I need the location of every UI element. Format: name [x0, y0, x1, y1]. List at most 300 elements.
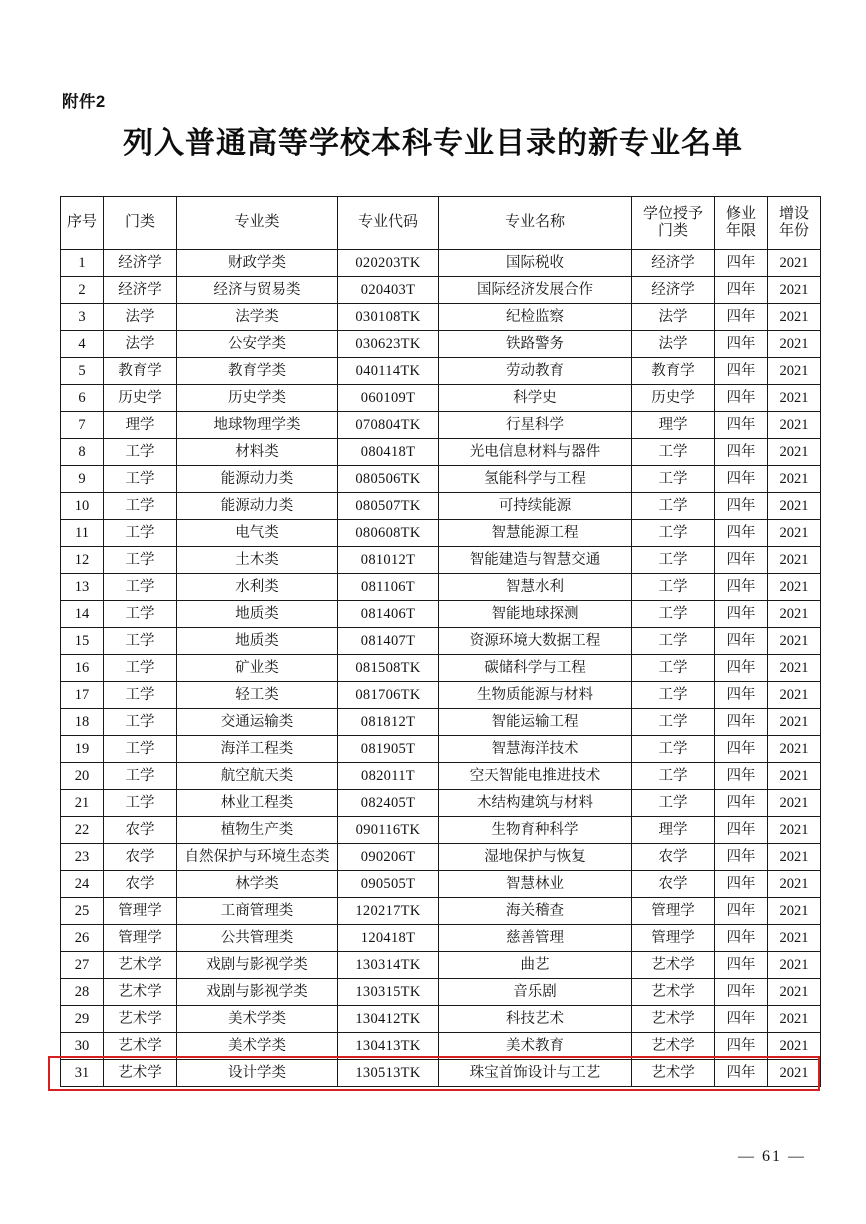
cell-degree-category: 艺术学 [632, 1006, 715, 1033]
table-row [61, 277, 821, 304]
cell-seq: 1 [61, 250, 104, 277]
cell-major-name: 行星科学 [439, 412, 632, 439]
cell-category: 农学 [104, 844, 177, 871]
cell-added-year: 2021 [768, 979, 821, 1006]
cell-added-year: 2021 [768, 385, 821, 412]
cell-major-code: 020403T [338, 277, 439, 304]
cell-seq: 2 [61, 277, 104, 304]
cell-major-code: 130315TK [338, 979, 439, 1006]
table-row [61, 1033, 821, 1060]
cell-seq: 30 [61, 1033, 104, 1060]
cell-added-year: 2021 [768, 763, 821, 790]
cell-seq: 5 [61, 358, 104, 385]
cell-category: 农学 [104, 871, 177, 898]
cell-major-name: 木结构建筑与材料 [439, 790, 632, 817]
cell-category: 艺术学 [104, 952, 177, 979]
majors-table-container [60, 196, 808, 1087]
cell-study-years: 四年 [715, 277, 768, 304]
cell-study-years: 四年 [715, 466, 768, 493]
cell-degree-category: 工学 [632, 682, 715, 709]
cell-major-code: 081905T [338, 736, 439, 763]
cell-major-class: 植物生产类 [177, 817, 338, 844]
cell-major-class: 法学类 [177, 304, 338, 331]
attachment-label: 附件2 [62, 93, 106, 111]
cell-degree-category: 理学 [632, 817, 715, 844]
cell-study-years: 四年 [715, 844, 768, 871]
cell-major-class: 戏剧与影视学类 [177, 952, 338, 979]
cell-study-years: 四年 [715, 1006, 768, 1033]
table-row [61, 655, 821, 682]
header-years-line1: 修业 [725, 205, 756, 222]
cell-seq: 7 [61, 412, 104, 439]
cell-added-year: 2021 [768, 736, 821, 763]
cell-study-years: 四年 [715, 250, 768, 277]
cell-category: 工学 [104, 547, 177, 574]
cell-major-class: 林学类 [177, 871, 338, 898]
cell-major-name: 智能地球探测 [439, 601, 632, 628]
cell-major-name: 湿地保护与恢复 [439, 844, 632, 871]
cell-major-code: 081106T [338, 574, 439, 601]
table-row [61, 358, 821, 385]
cell-major-name: 珠宝首饰设计与工艺 [439, 1060, 632, 1087]
cell-degree-category: 管理学 [632, 925, 715, 952]
cell-major-class: 电气类 [177, 520, 338, 547]
cell-major-class: 财政学类 [177, 250, 338, 277]
cell-category: 历史学 [104, 385, 177, 412]
cell-seq: 23 [61, 844, 104, 871]
table-row [61, 790, 821, 817]
table-row [61, 979, 821, 1006]
cell-degree-category: 工学 [632, 628, 715, 655]
cell-major-name: 纪检监察 [439, 304, 632, 331]
cell-major-class: 航空航天类 [177, 763, 338, 790]
cell-added-year: 2021 [768, 709, 821, 736]
cell-added-year: 2021 [768, 574, 821, 601]
cell-major-code: 130413TK [338, 1033, 439, 1060]
cell-study-years: 四年 [715, 385, 768, 412]
cell-degree-category: 经济学 [632, 250, 715, 277]
cell-degree-category: 农学 [632, 844, 715, 871]
cell-category: 法学 [104, 304, 177, 331]
cell-seq: 20 [61, 763, 104, 790]
cell-major-code: 081508TK [338, 655, 439, 682]
cell-added-year: 2021 [768, 358, 821, 385]
cell-study-years: 四年 [715, 493, 768, 520]
cell-major-name: 国际税收 [439, 250, 632, 277]
cell-added-year: 2021 [768, 1033, 821, 1060]
cell-added-year: 2021 [768, 817, 821, 844]
cell-seq: 27 [61, 952, 104, 979]
cell-major-class: 能源动力类 [177, 466, 338, 493]
cell-major-name: 美术教育 [439, 1033, 632, 1060]
table-row [61, 1060, 821, 1087]
cell-study-years: 四年 [715, 520, 768, 547]
cell-major-code: 040114TK [338, 358, 439, 385]
cell-major-class: 戏剧与影视学类 [177, 979, 338, 1006]
cell-added-year: 2021 [768, 844, 821, 871]
cell-major-code: 030108TK [338, 304, 439, 331]
cell-major-code: 080418T [338, 439, 439, 466]
cell-major-code: 020203TK [338, 250, 439, 277]
cell-study-years: 四年 [715, 925, 768, 952]
cell-category: 工学 [104, 790, 177, 817]
table-row [61, 520, 821, 547]
table-row [61, 1006, 821, 1033]
cell-major-class: 公安学类 [177, 331, 338, 358]
cell-seq: 21 [61, 790, 104, 817]
cell-added-year: 2021 [768, 304, 821, 331]
table-row [61, 709, 821, 736]
cell-major-class: 教育学类 [177, 358, 338, 385]
cell-category: 工学 [104, 628, 177, 655]
cell-seq: 18 [61, 709, 104, 736]
cell-major-name: 光电信息材料与器件 [439, 439, 632, 466]
header-degree-category [632, 197, 715, 250]
cell-added-year: 2021 [768, 547, 821, 574]
cell-degree-category: 工学 [632, 466, 715, 493]
header-study-years [715, 197, 768, 250]
cell-study-years: 四年 [715, 628, 768, 655]
cell-major-class: 能源动力类 [177, 493, 338, 520]
cell-study-years: 四年 [715, 682, 768, 709]
cell-degree-category: 工学 [632, 709, 715, 736]
cell-degree-category: 艺术学 [632, 952, 715, 979]
cell-major-name: 智慧林业 [439, 871, 632, 898]
table-row [61, 844, 821, 871]
cell-degree-category: 农学 [632, 871, 715, 898]
cell-major-name: 国际经济发展合作 [439, 277, 632, 304]
cell-major-name: 慈善管理 [439, 925, 632, 952]
cell-added-year: 2021 [768, 952, 821, 979]
cell-degree-category: 法学 [632, 331, 715, 358]
header-seq: 序号 [61, 197, 104, 250]
cell-degree-category: 工学 [632, 763, 715, 790]
table-row [61, 898, 821, 925]
cell-added-year: 2021 [768, 682, 821, 709]
cell-study-years: 四年 [715, 439, 768, 466]
table-header [61, 197, 821, 250]
cell-seq: 6 [61, 385, 104, 412]
cell-major-class: 美术学类 [177, 1006, 338, 1033]
cell-category: 理学 [104, 412, 177, 439]
cell-study-years: 四年 [715, 1033, 768, 1060]
table-row [61, 304, 821, 331]
cell-study-years: 四年 [715, 979, 768, 1006]
cell-major-name: 曲艺 [439, 952, 632, 979]
cell-added-year: 2021 [768, 898, 821, 925]
header-major-class: 专业类 [177, 197, 338, 250]
cell-major-code: 090116TK [338, 817, 439, 844]
cell-major-name: 资源环境大数据工程 [439, 628, 632, 655]
page-number: — 61 — [738, 1148, 806, 1165]
cell-seq: 14 [61, 601, 104, 628]
cell-degree-category: 工学 [632, 655, 715, 682]
cell-seq: 26 [61, 925, 104, 952]
cell-major-name: 智慧海洋技术 [439, 736, 632, 763]
table-row [61, 871, 821, 898]
table-row [61, 466, 821, 493]
cell-category: 工学 [104, 709, 177, 736]
cell-major-code: 120217TK [338, 898, 439, 925]
table-body [61, 250, 821, 1087]
cell-study-years: 四年 [715, 952, 768, 979]
cell-major-name: 空天智能电推进技术 [439, 763, 632, 790]
cell-added-year: 2021 [768, 250, 821, 277]
cell-study-years: 四年 [715, 304, 768, 331]
cell-category: 经济学 [104, 277, 177, 304]
table-row [61, 547, 821, 574]
header-degree-line1: 学位授予 [642, 205, 703, 222]
cell-category: 工学 [104, 493, 177, 520]
cell-major-code: 090505T [338, 871, 439, 898]
cell-seq: 11 [61, 520, 104, 547]
header-category: 门类 [104, 197, 177, 250]
cell-major-code: 082011T [338, 763, 439, 790]
cell-major-code: 080608TK [338, 520, 439, 547]
cell-major-name: 碳储科学与工程 [439, 655, 632, 682]
cell-study-years: 四年 [715, 1060, 768, 1087]
cell-major-name: 科技艺术 [439, 1006, 632, 1033]
cell-major-name: 科学史 [439, 385, 632, 412]
cell-added-year: 2021 [768, 1006, 821, 1033]
cell-major-code: 080506TK [338, 466, 439, 493]
cell-degree-category: 工学 [632, 439, 715, 466]
cell-degree-category: 教育学 [632, 358, 715, 385]
cell-added-year: 2021 [768, 520, 821, 547]
cell-seq: 22 [61, 817, 104, 844]
header-added-year [768, 197, 821, 250]
table-row [61, 412, 821, 439]
cell-major-class: 经济与贸易类 [177, 277, 338, 304]
cell-study-years: 四年 [715, 601, 768, 628]
cell-major-class: 林业工程类 [177, 790, 338, 817]
cell-major-code: 090206T [338, 844, 439, 871]
cell-category: 工学 [104, 574, 177, 601]
header-major-name: 专业名称 [439, 197, 632, 250]
majors-table [60, 196, 821, 1087]
cell-category: 工学 [104, 682, 177, 709]
cell-major-code: 130314TK [338, 952, 439, 979]
cell-degree-category: 艺术学 [632, 1060, 715, 1087]
cell-degree-category: 工学 [632, 790, 715, 817]
cell-added-year: 2021 [768, 466, 821, 493]
cell-study-years: 四年 [715, 547, 768, 574]
cell-category: 法学 [104, 331, 177, 358]
cell-seq: 12 [61, 547, 104, 574]
table-row [61, 385, 821, 412]
cell-major-code: 081706TK [338, 682, 439, 709]
cell-major-class: 地质类 [177, 601, 338, 628]
cell-category: 工学 [104, 520, 177, 547]
cell-added-year: 2021 [768, 277, 821, 304]
cell-seq: 17 [61, 682, 104, 709]
cell-major-class: 轻工类 [177, 682, 338, 709]
cell-seq: 28 [61, 979, 104, 1006]
cell-added-year: 2021 [768, 790, 821, 817]
cell-added-year: 2021 [768, 493, 821, 520]
cell-major-code: 081406T [338, 601, 439, 628]
cell-major-name: 可持续能源 [439, 493, 632, 520]
cell-major-name: 生物育种科学 [439, 817, 632, 844]
cell-category: 艺术学 [104, 1006, 177, 1033]
cell-study-years: 四年 [715, 898, 768, 925]
cell-major-name: 铁路警务 [439, 331, 632, 358]
cell-major-class: 海洋工程类 [177, 736, 338, 763]
cell-category: 教育学 [104, 358, 177, 385]
table-row [61, 736, 821, 763]
header-added-line1: 增设 [778, 205, 809, 222]
cell-study-years: 四年 [715, 790, 768, 817]
cell-seq: 31 [61, 1060, 104, 1087]
cell-study-years: 四年 [715, 736, 768, 763]
cell-degree-category: 法学 [632, 304, 715, 331]
cell-seq: 9 [61, 466, 104, 493]
cell-major-code: 120418T [338, 925, 439, 952]
header-degree-line2: 门类 [657, 223, 688, 239]
cell-major-class: 土木类 [177, 547, 338, 574]
cell-major-code: 070804TK [338, 412, 439, 439]
header-added-line2: 年份 [778, 223, 809, 239]
cell-degree-category: 管理学 [632, 898, 715, 925]
table-row [61, 493, 821, 520]
cell-added-year: 2021 [768, 1060, 821, 1087]
cell-major-code: 081012T [338, 547, 439, 574]
cell-major-class: 交通运输类 [177, 709, 338, 736]
cell-study-years: 四年 [715, 763, 768, 790]
cell-category: 艺术学 [104, 1060, 177, 1087]
cell-major-name: 生物质能源与材料 [439, 682, 632, 709]
cell-added-year: 2021 [768, 628, 821, 655]
cell-study-years: 四年 [715, 331, 768, 358]
cell-major-class: 历史学类 [177, 385, 338, 412]
cell-study-years: 四年 [715, 655, 768, 682]
cell-major-class: 公共管理类 [177, 925, 338, 952]
cell-major-code: 080507TK [338, 493, 439, 520]
cell-major-name: 氢能科学与工程 [439, 466, 632, 493]
cell-category: 经济学 [104, 250, 177, 277]
cell-degree-category: 工学 [632, 736, 715, 763]
cell-major-class: 设计学类 [177, 1060, 338, 1087]
cell-seq: 24 [61, 871, 104, 898]
cell-major-code: 081812T [338, 709, 439, 736]
table-row [61, 439, 821, 466]
cell-degree-category: 历史学 [632, 385, 715, 412]
cell-seq: 16 [61, 655, 104, 682]
cell-added-year: 2021 [768, 331, 821, 358]
cell-study-years: 四年 [715, 709, 768, 736]
cell-degree-category: 工学 [632, 574, 715, 601]
table-header-row [61, 197, 821, 250]
cell-degree-category: 工学 [632, 601, 715, 628]
table-row [61, 601, 821, 628]
cell-seq: 29 [61, 1006, 104, 1033]
page-title: 列入普通高等学校本科专业目录的新专业名单 [123, 126, 743, 161]
cell-major-name: 智能运输工程 [439, 709, 632, 736]
cell-category: 工学 [104, 439, 177, 466]
cell-major-name: 海关稽查 [439, 898, 632, 925]
cell-degree-category: 理学 [632, 412, 715, 439]
header-major-code: 专业代码 [338, 197, 439, 250]
cell-seq: 13 [61, 574, 104, 601]
cell-major-code: 081407T [338, 628, 439, 655]
table-row [61, 763, 821, 790]
cell-major-name: 音乐剧 [439, 979, 632, 1006]
cell-category: 管理学 [104, 898, 177, 925]
cell-category: 艺术学 [104, 1033, 177, 1060]
cell-study-years: 四年 [715, 574, 768, 601]
header-years-line2: 年限 [725, 223, 756, 239]
table-row [61, 925, 821, 952]
cell-degree-category: 艺术学 [632, 979, 715, 1006]
cell-major-class: 地球物理学类 [177, 412, 338, 439]
cell-seq: 3 [61, 304, 104, 331]
cell-category: 艺术学 [104, 979, 177, 1006]
cell-degree-category: 艺术学 [632, 1033, 715, 1060]
cell-seq: 15 [61, 628, 104, 655]
cell-seq: 8 [61, 439, 104, 466]
cell-major-code: 060109T [338, 385, 439, 412]
cell-study-years: 四年 [715, 871, 768, 898]
cell-added-year: 2021 [768, 412, 821, 439]
cell-major-code: 082405T [338, 790, 439, 817]
cell-major-name: 劳动教育 [439, 358, 632, 385]
cell-major-class: 地质类 [177, 628, 338, 655]
cell-degree-category: 工学 [632, 547, 715, 574]
cell-category: 工学 [104, 601, 177, 628]
cell-major-class: 工商管理类 [177, 898, 338, 925]
cell-added-year: 2021 [768, 655, 821, 682]
cell-major-code: 130412TK [338, 1006, 439, 1033]
cell-major-code: 130513TK [338, 1060, 439, 1087]
cell-degree-category: 经济学 [632, 277, 715, 304]
cell-added-year: 2021 [768, 439, 821, 466]
cell-category: 工学 [104, 736, 177, 763]
table-row [61, 250, 821, 277]
cell-major-class: 材料类 [177, 439, 338, 466]
table-row [61, 817, 821, 844]
cell-major-name: 智能建造与智慧交通 [439, 547, 632, 574]
cell-category: 工学 [104, 763, 177, 790]
cell-degree-category: 工学 [632, 493, 715, 520]
cell-study-years: 四年 [715, 817, 768, 844]
cell-major-class: 美术学类 [177, 1033, 338, 1060]
table-row [61, 331, 821, 358]
cell-category: 工学 [104, 655, 177, 682]
cell-major-name: 智慧水利 [439, 574, 632, 601]
cell-major-class: 矿业类 [177, 655, 338, 682]
cell-major-class: 水利类 [177, 574, 338, 601]
cell-seq: 4 [61, 331, 104, 358]
cell-added-year: 2021 [768, 871, 821, 898]
cell-added-year: 2021 [768, 601, 821, 628]
cell-category: 农学 [104, 817, 177, 844]
cell-added-year: 2021 [768, 925, 821, 952]
cell-major-class: 自然保护与环境生态类 [177, 844, 338, 871]
cell-category: 工学 [104, 466, 177, 493]
cell-seq: 10 [61, 493, 104, 520]
cell-major-code: 030623TK [338, 331, 439, 358]
cell-degree-category: 工学 [632, 520, 715, 547]
table-row [61, 682, 821, 709]
table-row [61, 628, 821, 655]
cell-seq: 25 [61, 898, 104, 925]
cell-category: 管理学 [104, 925, 177, 952]
table-row [61, 574, 821, 601]
cell-major-name: 智慧能源工程 [439, 520, 632, 547]
cell-study-years: 四年 [715, 412, 768, 439]
cell-study-years: 四年 [715, 358, 768, 385]
cell-seq: 19 [61, 736, 104, 763]
